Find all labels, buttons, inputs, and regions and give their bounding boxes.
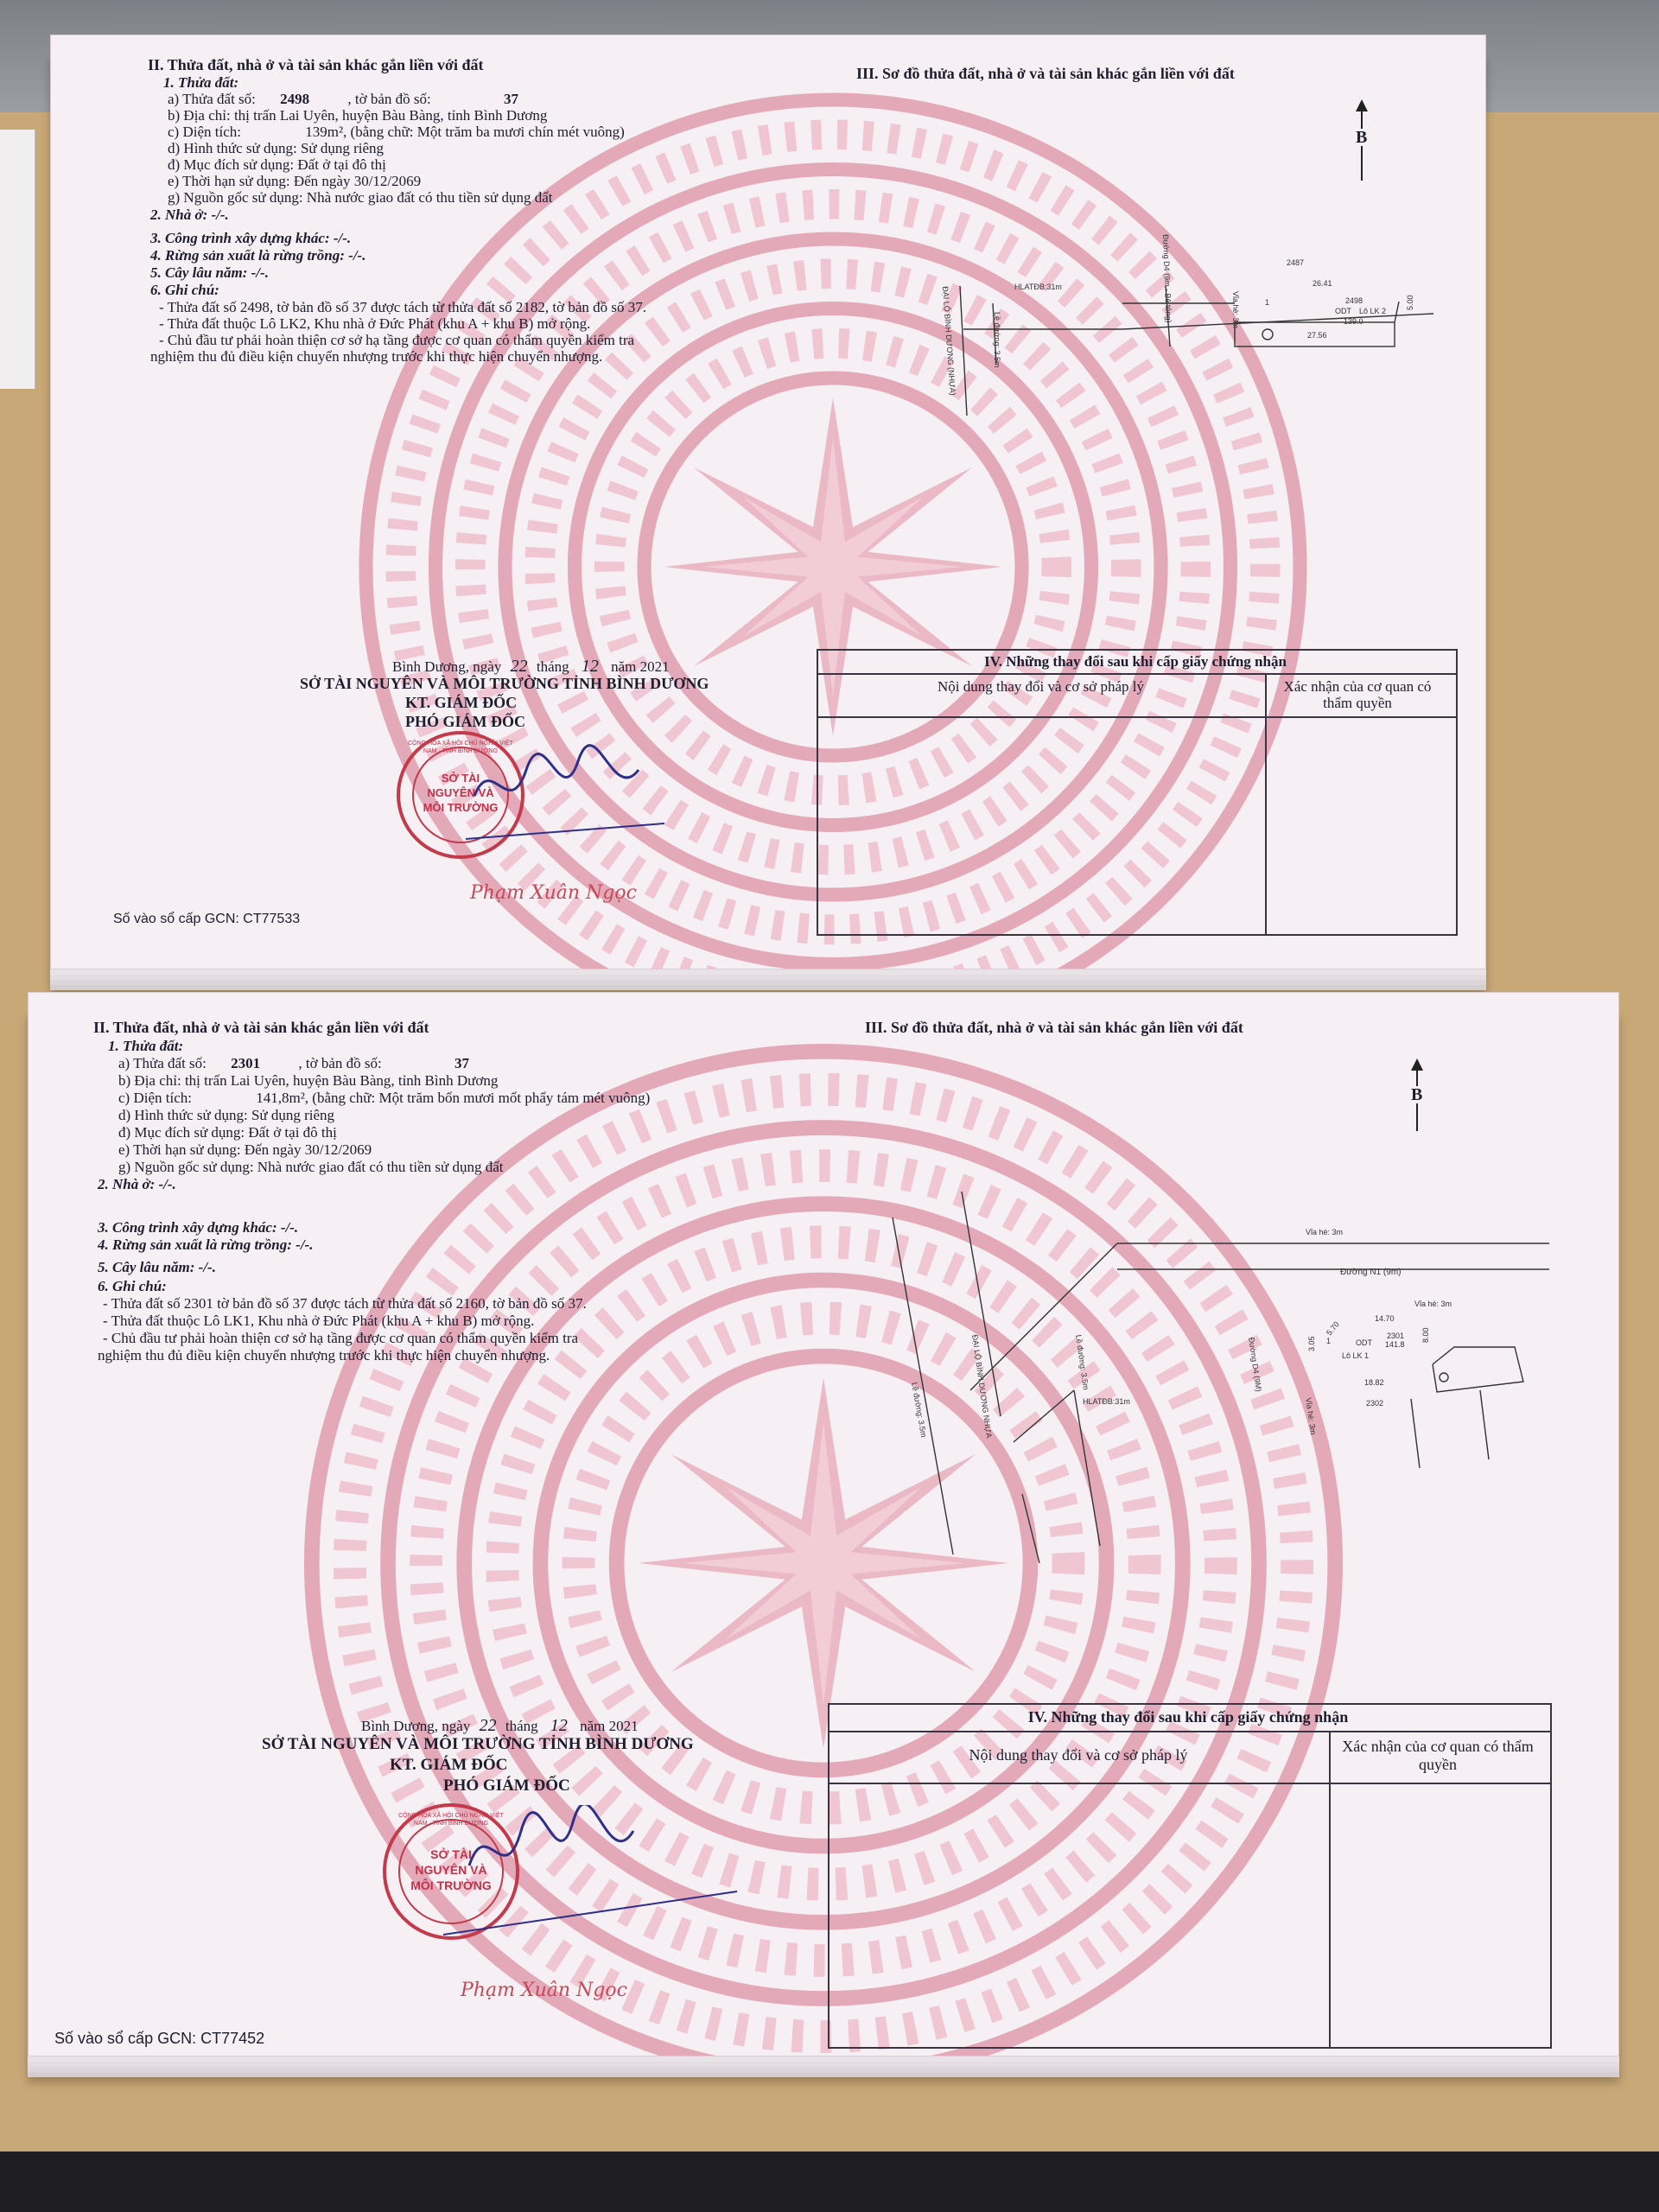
map-parcel-id: 2498 [1345, 296, 1363, 305]
origin-line: g) Nguồn gốc sử dụng: Nhà nước giao đất có thu tiền sử dụng đất [168, 189, 553, 206]
map-side-l-label: 3.05 [1307, 1336, 1316, 1351]
area-label: c) Diện tích: [118, 1090, 192, 1106]
section-3-title: III. Sơ đồ thửa đất, nhà ở và tài sản khác gắn liền với đất [856, 65, 1235, 82]
date-month-label: tháng [505, 1718, 538, 1734]
map-lot-label: Lô LK 1 [1342, 1351, 1370, 1360]
date-prefix: Bình Dương, ngày [392, 658, 502, 675]
map-road-label: ĐẠI LỘ BÌNH DƯƠNG (NHỰA) [941, 286, 957, 396]
col-confirm-header: Xác nhận của cơ quan có thẩm quyền [1283, 678, 1432, 711]
date-line [392, 658, 670, 676]
agency-name: SỞ TÀI NGUYÊN VÀ MÔI TRƯỜNG TỈNH BÌNH DƯƠNG [262, 1735, 694, 1753]
table-column-divider [1329, 1731, 1331, 2047]
col-content-header: Nội dung thay đổi và cơ sở pháp lý [969, 1746, 1188, 1764]
deputy-title: PHÓ GIÁM ĐỐC [443, 1777, 570, 1795]
section-3-title: III. Sơ đồ thửa đất, nhà ở và tài sản khác gắn liền với đất [865, 1019, 1243, 1036]
map-neighbor-label: 2302 [1366, 1399, 1384, 1408]
map-parcel-id: 2301 [1387, 1332, 1405, 1340]
area-label: c) Diện tích: [168, 124, 241, 140]
parcel-line [118, 1055, 469, 1072]
date-year: năm 2021 [611, 658, 670, 675]
note-1: - Thửa đất số 2301 tờ bản đồ số 37 được tách từ thửa đất số 2160, tờ bản đồ số 37. [103, 1295, 587, 1312]
map-odt-label: ODT [1335, 307, 1351, 315]
map-lane-label: Lề đường: 3.5m [993, 312, 1001, 368]
kt-title: KT. GIÁM ĐỐC [390, 1756, 508, 1774]
deputy-title: PHÓ GIÁM ĐỐC [405, 713, 525, 730]
map-walk-tr-label: Vỉa hè: 3m [1414, 1300, 1452, 1308]
map-number: 37 [454, 1055, 470, 1071]
map-hla-label: HLATĐB:31m [1014, 283, 1062, 291]
note-2: - Thửa đất thuộc Lô LK1, Khu nhà ở Đức Phát (khu A + khu B) mở rộng. [103, 1313, 535, 1329]
map-number: 37 [504, 91, 519, 107]
map-side-r-label: 8.00 [1421, 1327, 1430, 1343]
map-walk-label: Vỉa hè: 3m [1231, 291, 1240, 329]
agency-name: SỞ TÀI NGUYÊN VÀ MÔI TRƯỜNG TỈNH BÌNH DƯƠNG [300, 675, 709, 692]
area-line [168, 124, 625, 141]
origin-line: g) Nguồn gốc sử dụng: Nhà nước giao đất có thu tiền sử dụng đất [118, 1159, 504, 1175]
date-year: năm 2021 [580, 1718, 639, 1734]
map-number-label: 1 [1326, 1337, 1332, 1345]
section-4-title: IV. Những thay đổi sau khi cấp giấy chứng nhận [984, 653, 1287, 670]
date-month: 12 [550, 1716, 568, 1735]
north-label: B [1356, 128, 1368, 147]
map-lane2-label: Lề đường: 3.5m [1074, 1334, 1090, 1391]
construction-line: 3. Công trình xây dựng khác: -/-. [150, 230, 352, 246]
certificate-top [50, 35, 1486, 969]
map-side-label: 5.00 [1406, 295, 1414, 310]
table-divider [817, 673, 1456, 675]
table-column-divider [1265, 673, 1267, 934]
map-road2-label: Đường D4 (9m - Bê tông) [1161, 234, 1173, 323]
area-value: 141,8m², (bằng chữ: Một trăm bốn mươi mốt phẩy tám mét vuông) [256, 1090, 651, 1106]
date-month: 12 [581, 657, 599, 676]
map-top-label: 14.70 [1375, 1314, 1395, 1323]
house-line: 2. Nhà ở: -/-. [98, 1176, 176, 1192]
map-odt-label: ODT [1356, 1338, 1372, 1347]
north-arrow-head-icon [1411, 1058, 1423, 1071]
col-content-header: Nội dung thay đổi và cơ sở pháp lý [938, 678, 1144, 695]
stamp-center-text: SỞ TÀI NGUYÊN VÀ MÔI TRƯỜNG [410, 1847, 492, 1892]
signer-name: Phạm Xuân Ngọc [461, 1980, 627, 2001]
purpose-line: đ) Mục đích sử dụng: Đất ở tại đô thị [118, 1124, 337, 1141]
map-bottom-label: 18.82 [1364, 1378, 1384, 1387]
side-paper-stack [0, 130, 35, 389]
map-road-label: ĐẠI LỘ BÌNH DƯƠNG NHỰA [970, 1334, 994, 1439]
map-road-n1-label: Đường N1 (9m) [1340, 1268, 1402, 1277]
note-3: - Chủ đầu tư phải hoàn thiện cơ sở hạ tầng được cơ quan có thẩm quyền kiểm tra [159, 332, 635, 348]
signature-scribble [443, 1805, 754, 1952]
table-header-divider [828, 1783, 1550, 1784]
forest-line: 4. Rừng sản xuất là rừng trồng: -/-. [150, 247, 366, 264]
signature-scribble [457, 744, 682, 865]
map-number-label: 1 [1265, 298, 1270, 307]
area-value: 139m², (bằng chữ: Một trăm ba mươi chín mét vuông) [305, 124, 625, 140]
map-lot-label: Lô LK 2 [1359, 307, 1387, 315]
address-line: b) Địa chỉ: thị trấn Lai Uyên, huyện Bàu Bàng, tỉnh Bình Dương [118, 1072, 499, 1089]
map-lane-label: Lề đường: 3.5m [910, 1382, 929, 1439]
notes-heading: 6. Ghi chú: [98, 1278, 167, 1294]
land-heading: 1. Thửa đất: [163, 74, 239, 91]
parcel-label: a) Thửa đất số: [118, 1055, 207, 1071]
perennial-line: 5. Cây lâu năm: -/-. [150, 264, 269, 281]
map-walk-r-label: Vỉa hè: 3m [1304, 1397, 1318, 1436]
note-2: - Thửa đất thuộc Lô LK2, Khu nhà ở Đức Phát (khu A + khu B) mở rộng. [159, 315, 591, 332]
map-walk-top-label: Vỉa hè: 3m [1306, 1228, 1344, 1236]
parcel-number: 2301 [231, 1055, 261, 1071]
use-form-line: d) Hình thức sử dụng: Sử dụng riêng [168, 140, 385, 156]
date-month-label: tháng [536, 658, 569, 675]
land-heading: 1. Thửa đất: [108, 1038, 184, 1054]
map-hla-label: HLATĐB:31m [1083, 1397, 1130, 1406]
table-header-divider [817, 716, 1456, 718]
stamp-ring-text: CỘNG HÒA XÃ HỘI CHỦ NGHĨA VIỆT NAM · TỈNH BÌNH DƯƠNG [398, 1813, 504, 1827]
north-label: B [1411, 1085, 1423, 1104]
section-2-title: II. Thửa đất, nhà ở và tài sản khác gắn liền với đất [148, 56, 484, 73]
map-area-label: 141.8 [1385, 1340, 1405, 1349]
house-line: 2. Nhà ở: -/-. [150, 207, 229, 223]
parcel-number: 2498 [280, 91, 310, 107]
address-line: b) Địa chỉ: thị trấn Lai Uyên, huyện Bàu Bàng, tỉnh Bình Dương [168, 107, 548, 124]
map-area-label: 139.0 [1344, 317, 1363, 326]
gcn-number: Số vào sổ cấp GCN: CT77452 [54, 2030, 265, 2047]
table-divider [828, 1731, 1550, 1732]
forest-line: 4. Rừng sản xuất là rừng trồng: -/-. [98, 1236, 314, 1253]
parcel-label: a) Thửa đất số: [168, 91, 256, 107]
signer-name: Phạm Xuân Ngọc [470, 882, 637, 904]
gcn-number: Số vào sổ cấp GCN: CT77533 [113, 912, 301, 926]
section-4-title: IV. Những thay đổi sau khi cấp giấy chứng nhận [1027, 1708, 1349, 1726]
map-road-d4-label: Đường D4 (9M) [1247, 1337, 1263, 1393]
perennial-line: 5. Cây lâu năm: -/-. [98, 1259, 216, 1275]
term-line: e) Thời hạn sử dụng: Đến ngày 30/12/2069 [168, 173, 422, 189]
term-line: e) Thời hạn sử dụng: Đến ngày 30/12/2069 [118, 1141, 372, 1158]
certificate-bottom [28, 992, 1619, 2056]
use-form-line: d) Hình thức sử dụng: Sử dụng riêng [118, 1107, 335, 1123]
date-line [361, 1717, 639, 1735]
map-neighbor-label: 2487 [1287, 258, 1305, 267]
parcel-sketch-map [906, 251, 1459, 467]
north-arrow-head-icon [1356, 99, 1368, 111]
notes-heading: 6. Ghi chú: [150, 282, 219, 298]
map-label: , tờ bản đồ số: [298, 1055, 382, 1071]
area-line [118, 1090, 650, 1107]
map-diag-label: 5.70 [1325, 1319, 1341, 1338]
col-confirm-header: Xác nhận của cơ quan có thẩm quyền [1342, 1738, 1534, 1773]
stamp-ring-text: CỘNG HÒA XÃ HỘI CHỦ NGHĨA VIỆT NAM · TỈNH BÌNH DƯƠNG [408, 741, 513, 754]
note-3: - Chủ đầu tư phải hoàn thiện cơ sở hạ tầng được cơ quan có thẩm quyền kiểm tra [103, 1330, 579, 1346]
note-3-cont: nghiệm thu đủ điều kiện chuyển nhượng trước khi thực hiện chuyển nhượng. [98, 1347, 550, 1363]
parcel-sketch-map [858, 1192, 1601, 1641]
construction-line: 3. Công trình xây dựng khác: -/-. [98, 1219, 299, 1236]
stamp-center-text: SỞ TÀI NGUYÊN VÀ MÔI TRƯỜNG [423, 772, 499, 814]
note-3-cont: nghiệm thu đủ điều kiện chuyển nhượng trước khi thực hiện chuyển nhượng. [150, 348, 603, 365]
date-day: 22 [510, 657, 528, 676]
kt-title: KT. GIÁM ĐỐC [405, 694, 518, 711]
parcel-line [168, 91, 518, 108]
date-prefix: Bình Dương, ngày [361, 1718, 471, 1734]
purpose-line: đ) Mục đích sử dụng: Đất ở tại đô thị [168, 156, 386, 173]
desk-background-bottom [0, 2152, 1659, 2212]
note-1: - Thửa đất số 2498, tờ bản đồ số 37 được tách từ thửa đất số 2182, tờ bản đồ số 37. [159, 299, 646, 315]
date-day: 22 [479, 1716, 497, 1735]
map-width-label: 26.41 [1313, 279, 1332, 288]
map-label: , tờ bản đồ số: [347, 91, 431, 107]
section-2-title: II. Thửa đất, nhà ở và tài sản khác gắn liền với đất [93, 1019, 429, 1036]
map-bottom-label: 27.56 [1307, 331, 1327, 340]
